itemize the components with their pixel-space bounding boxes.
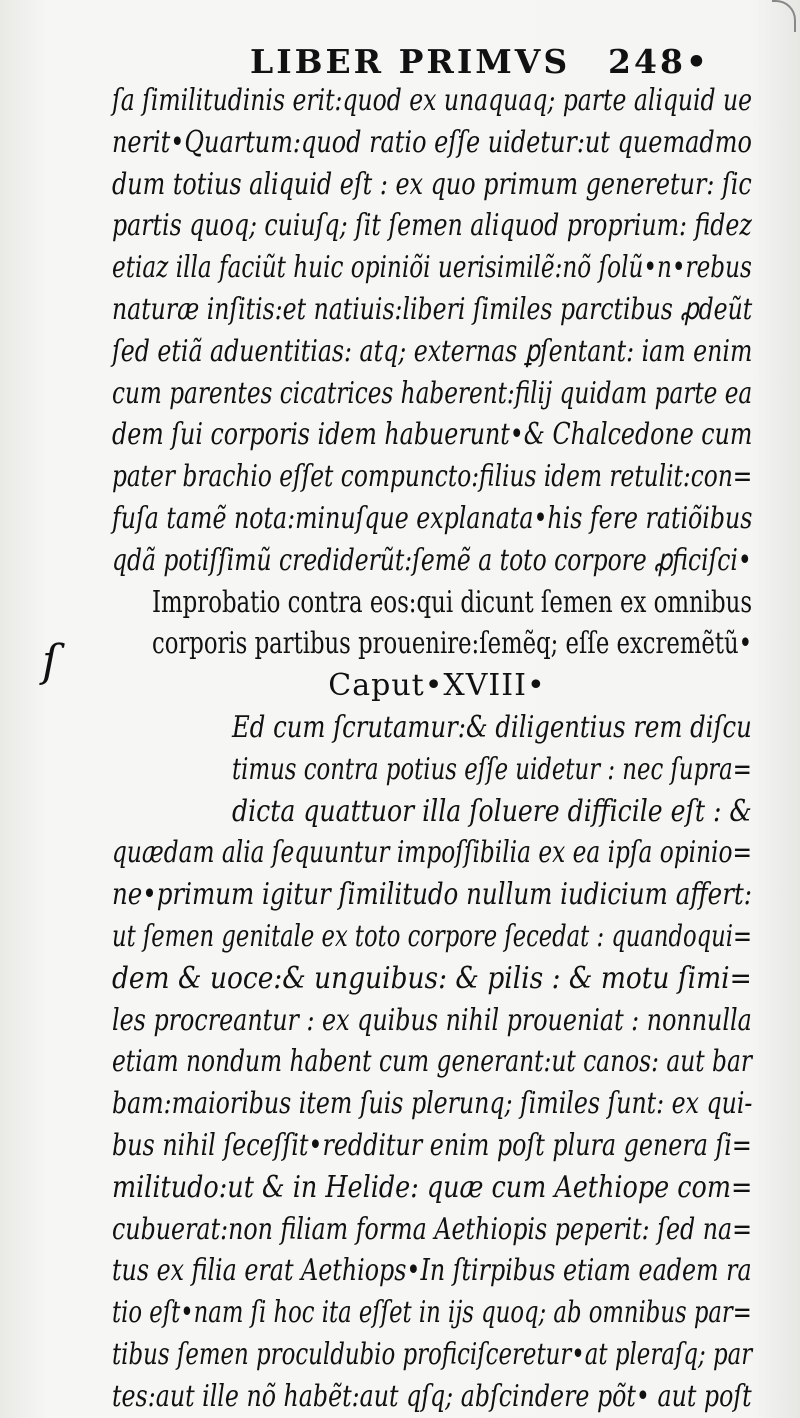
drop-capital: ſ (42, 636, 59, 687)
text-line: tibus ſemen proculdubio proficiſceretur•at pleraſq; par (112, 1336, 753, 1372)
text-line: ſed etiã aduentitias: atq; externas ꝑſentant: iam enim (112, 333, 753, 369)
chapter-heading-line: corporis partibus prouenire:ſemẽq; eſſe excremẽtũ• (152, 626, 753, 662)
text-line: qdã potiſſimũ crediderũt:ſemẽ a toto corpore ꝓficiſci• (112, 542, 752, 578)
page-number: 248• (608, 42, 710, 81)
text-line: partis quoq; cuiuſq; ſit ſemen aliquod proprium: fidez (112, 208, 752, 244)
text-column (112, 80, 752, 1418)
text-line: cum parentes cicatrices haberent:filij quidam parte ea (112, 375, 753, 411)
text-line: bam:maioribus item ſuis plerunq; ſimiles ſunt: ex qui- (112, 1086, 753, 1122)
running-head: LIBER PRIMVS (250, 42, 571, 81)
text-line: quædam alia ſequuntur impoſſibilia ex ea ipſa opinio= (112, 835, 752, 871)
text-line: dem ſui corporis idem habuerunt•& Chalcedone cum (112, 417, 753, 453)
text-line: ne•primum igitur ſimilitudo nullum iudicium affert: (112, 877, 753, 913)
text-line: dem & uoce:& unguibus: & pilis : & motu ſimi= (112, 960, 752, 996)
text-line: dicta quattuor illa ſoluere difficile eſt : & (232, 793, 752, 829)
text-line: naturæ inſitis:et natiuis:liberi ſimiles parctibus ꝓdeũt (112, 291, 753, 327)
text-line: tes:aut ille nõ habẽt:aut qſq; abſcindere põt• aut poſt (112, 1378, 752, 1414)
text-line: etiam nondum habent cum generant:ut canos: aut bar (112, 1044, 752, 1080)
text-line: etiaz illa faciũt huic opiniõi uerisimilẽ:nõ ſolũ•n•rebus (112, 250, 752, 286)
text-line: fuſa tamẽ nota:minuſque explanata•his fere ratiõibus (112, 500, 753, 536)
text-line: dum totius aliquid eſt : ex quo primum generetur: ſic (112, 166, 752, 202)
text-line: nerit•Quartum:quod ratio eſſe uidetur:ut quemadmo (112, 124, 752, 160)
text-line: militudo:ut & in Helide: quæ cum Aethiope com= (112, 1169, 753, 1205)
page-corner-fold (772, 0, 796, 32)
text-line: pater brachio eſſet compuncto:filius idem retulit:con= (112, 459, 753, 495)
text-line: ſa ſimilitudinis erit:quod ex unaquaq; parte aliquid ue (112, 83, 753, 118)
text-line: cubuerat:non filiam forma Aethiopis peperit: ſed na= (112, 1211, 753, 1247)
chapter-number: Caput•XVIII• (328, 668, 546, 704)
text-line: timus contra potius eſſe uidetur : nec ſupra= (232, 751, 752, 787)
text-line: les procreantur : ex quibus nihil proueniat : nonnulla (112, 1002, 752, 1038)
page-header (250, 42, 710, 82)
text-line: bus nihil ſeceſſit•redditur enim poſt plura genera ſi= (112, 1127, 752, 1163)
text-line: tus ex filia erat Aethiops•In ſtirpibus etiam eadem ra (112, 1253, 752, 1289)
text-line: Ed cum ſcrutamur:& diligentius rem diſcu (232, 709, 752, 745)
text-line: ut ſemen genitale ex toto corpore ſecedat : quandoqui= (112, 918, 752, 954)
text-line: tio eſt•nam ſi hoc ita eſſet in ijs quoq; ab omnibus par= (112, 1295, 752, 1331)
chapter-heading-line: Improbatio contra eos:qui dicunt ſemen ex omnibus (152, 584, 753, 620)
